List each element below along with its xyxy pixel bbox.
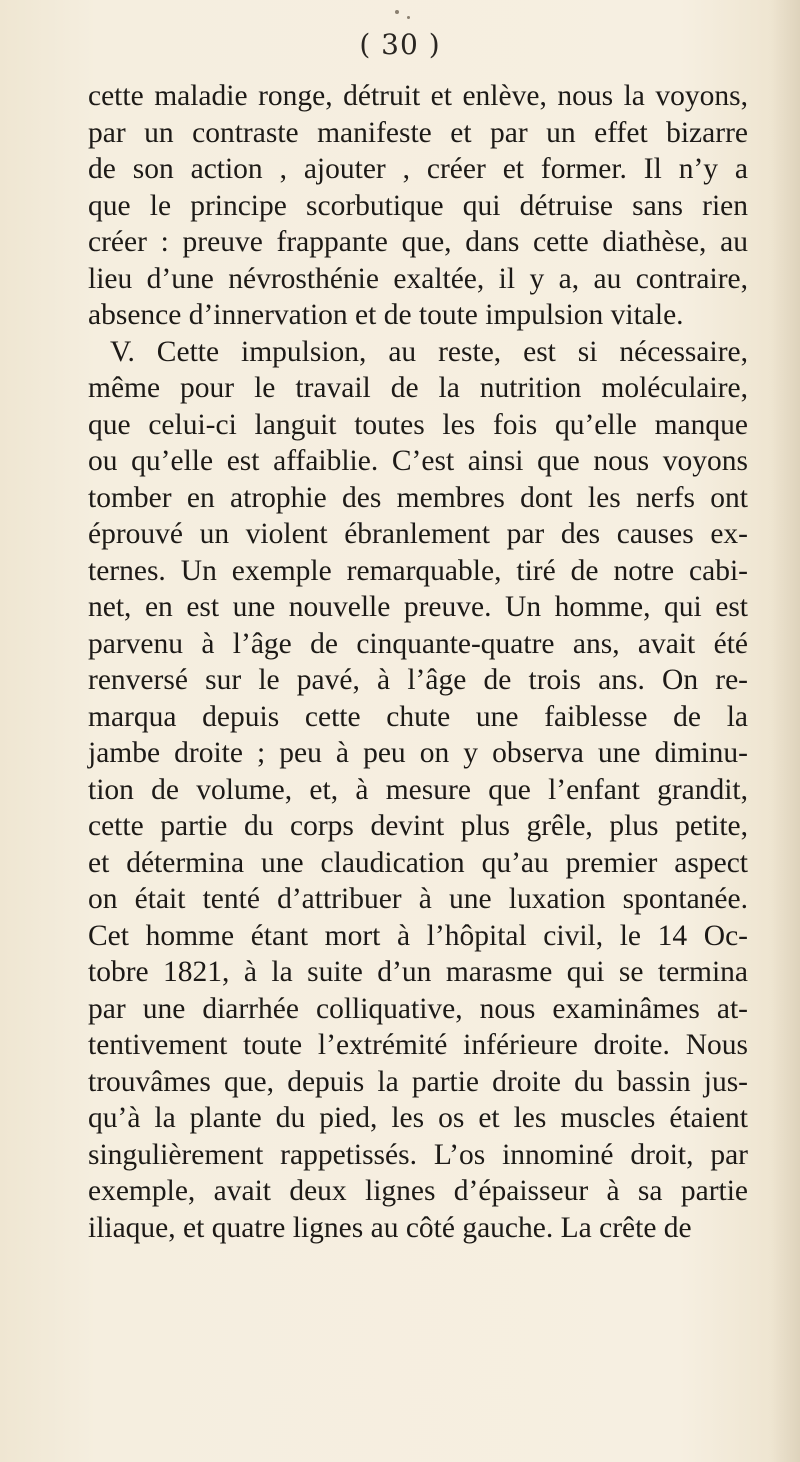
- text-line: renversé sur le pavé, à l’âge de trois ans. On re-: [88, 664, 748, 696]
- text-line: iliaque, et quatre lignes au côté gauche. La crête de: [88, 1211, 692, 1244]
- text-line: marqua depuis cette chute une faiblesse de la: [88, 700, 748, 733]
- text-line: jambe droite ; peu à peu on y observa une diminu-: [88, 737, 748, 769]
- text-line: par un contraste manifeste et par un effet bizarre: [88, 116, 748, 149]
- text-line: tobre 1821, à la suite d’un marasme qui se termina: [88, 956, 748, 988]
- text-line: par une diarrhée colliquative, nous examinâmes at-: [88, 992, 748, 1025]
- text-line: cette partie du corps devint plus grêle, plus petite,: [88, 810, 748, 842]
- text-line: cette maladie ronge, détruit et enlève, nous la voyons,: [88, 80, 748, 112]
- page-number: ( 30 ): [359, 28, 441, 61]
- text-line: éprouvé un violent ébranlement par des causes ex-: [88, 518, 748, 550]
- text-line: V. Cette impulsion, au reste, est si nécessaire,: [110, 335, 748, 368]
- body-text: [88, 78, 748, 1246]
- ink-speck: [407, 16, 410, 19]
- text-line: même pour le travail de la nutrition moléculaire,: [88, 372, 748, 404]
- text-line: absence d’innervation et de toute impulsion vitale.: [88, 299, 684, 331]
- text-line: créer : preuve frappante que, dans cette diathèse, au: [88, 226, 748, 258]
- text-line: trouvâmes que, depuis la partie droite du bassin jus-: [88, 1065, 748, 1098]
- paragraph-2: [88, 334, 748, 1247]
- text-line: on était tenté d’attribuer à une luxation spontanée.: [88, 883, 748, 915]
- text-line: singulièrement rappetissés. L’os innominé droit, par: [88, 1138, 748, 1171]
- text-line: Cet homme étant mort à l’hôpital civil, le 14 Oc-: [88, 919, 748, 952]
- text-line: tion de volume, et, à mesure que l’enfant grandit,: [88, 773, 748, 806]
- text-line: que celui-ci languit toutes les fois qu’elle manque: [88, 408, 748, 441]
- text-line: qu’à la plante du pied, les os et les muscles étaient: [88, 1102, 748, 1134]
- ink-speck: [395, 10, 399, 14]
- text-line: parvenu à l’âge de cinquante-quatre ans, avait été: [88, 627, 748, 660]
- text-line: ou qu’elle est affaiblie. C’est ainsi que nous voyons: [88, 445, 748, 477]
- text-line: de son action , ajouter , créer et former. Il n’y a: [88, 153, 748, 185]
- text-line: tentivement toute l’extrémité inférieure droite. Nous: [88, 1029, 748, 1061]
- text-line: que le principe scorbutique qui détruise sans rien: [88, 189, 748, 222]
- text-line: lieu d’une névrosthénie exaltée, il y a, au contraire,: [88, 262, 748, 295]
- paragraph-1: [88, 78, 748, 334]
- text-line: ternes. Un exemple remarquable, tiré de notre cabi-: [88, 554, 748, 587]
- text-line: exemple, avait deux lignes d’épaisseur à sa partie: [88, 1175, 748, 1207]
- page-edge-shadow: [770, 0, 800, 1462]
- text-line: net, en est une nouvelle preuve. Un homme, qui est: [88, 591, 748, 623]
- text-line: tomber en atrophie des membres dont les nerfs ont: [88, 481, 748, 514]
- text-line: et détermina une claudication qu’au premier aspect: [88, 846, 748, 879]
